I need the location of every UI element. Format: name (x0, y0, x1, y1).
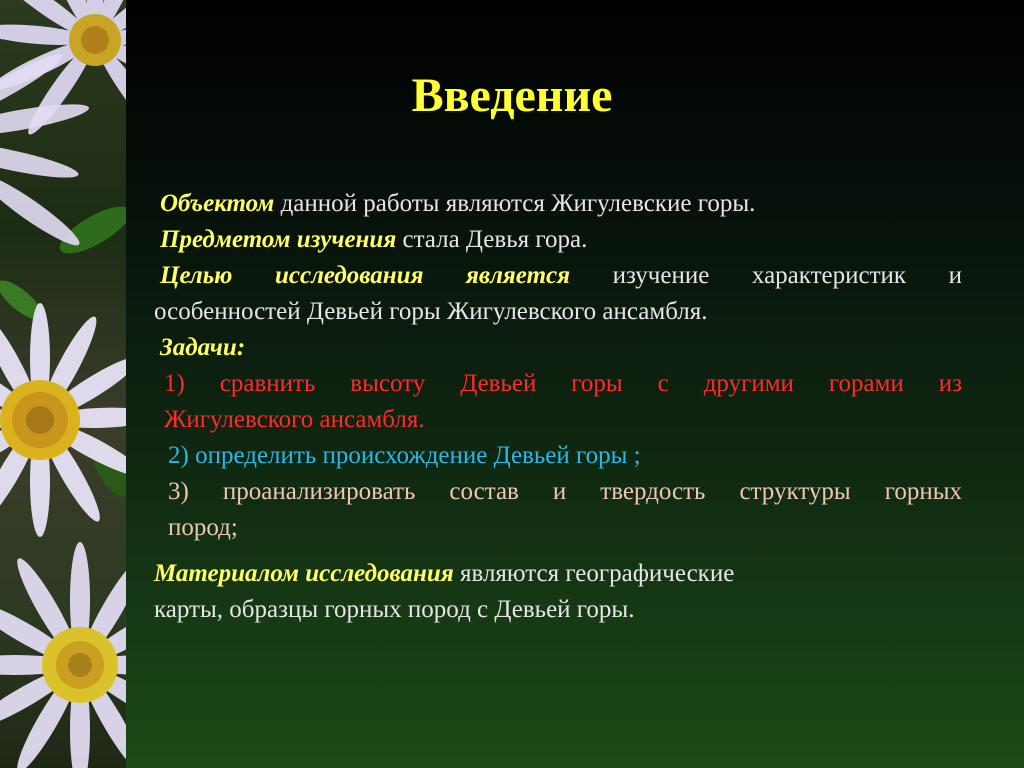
tasks-heading: Задачи: (160, 334, 246, 361)
object-paragraph (154, 186, 962, 222)
slide-body (154, 186, 962, 628)
goal-text-line2: особенностей Девьей горы Жигулевского ансамбля. (154, 298, 708, 325)
task-1-line1: 1) сравнить высоту Девьей горы с другими горами из (164, 370, 962, 397)
task-3-line1: 3) проанализировать состав и твердость структуры горных (168, 478, 962, 505)
task-2-line1: 2) определить происхождение Девьей горы ; (168, 442, 641, 469)
tasks-heading-paragraph (154, 330, 962, 366)
material-lead: Материалом исследования (154, 560, 454, 587)
task-3-line2: пород; (168, 514, 238, 541)
material-paragraph-line1 (154, 556, 962, 592)
subject-paragraph (154, 222, 962, 258)
subject-lead: Предметом изучения (160, 226, 397, 253)
material-text-line1: являются географические (453, 560, 735, 587)
subject-text: стала Девья гора. (396, 226, 588, 253)
goal-paragraph-line1 (154, 258, 962, 294)
material-paragraph-line2 (154, 592, 962, 628)
object-lead: Объектом (160, 190, 275, 217)
object-text: данной работы являются Жигулевские горы. (274, 190, 756, 217)
slide-title: Введение (411, 69, 613, 122)
task-1-line2: Жигулевского ансамбля. (164, 406, 425, 433)
goal-text-line1: изучение характеристик и (570, 262, 962, 289)
material-text-line2: карты, образцы горных пород с Девьей горы. (154, 596, 635, 623)
goal-paragraph-line2 (154, 294, 962, 330)
goal-lead: Целью исследования является (160, 262, 570, 289)
